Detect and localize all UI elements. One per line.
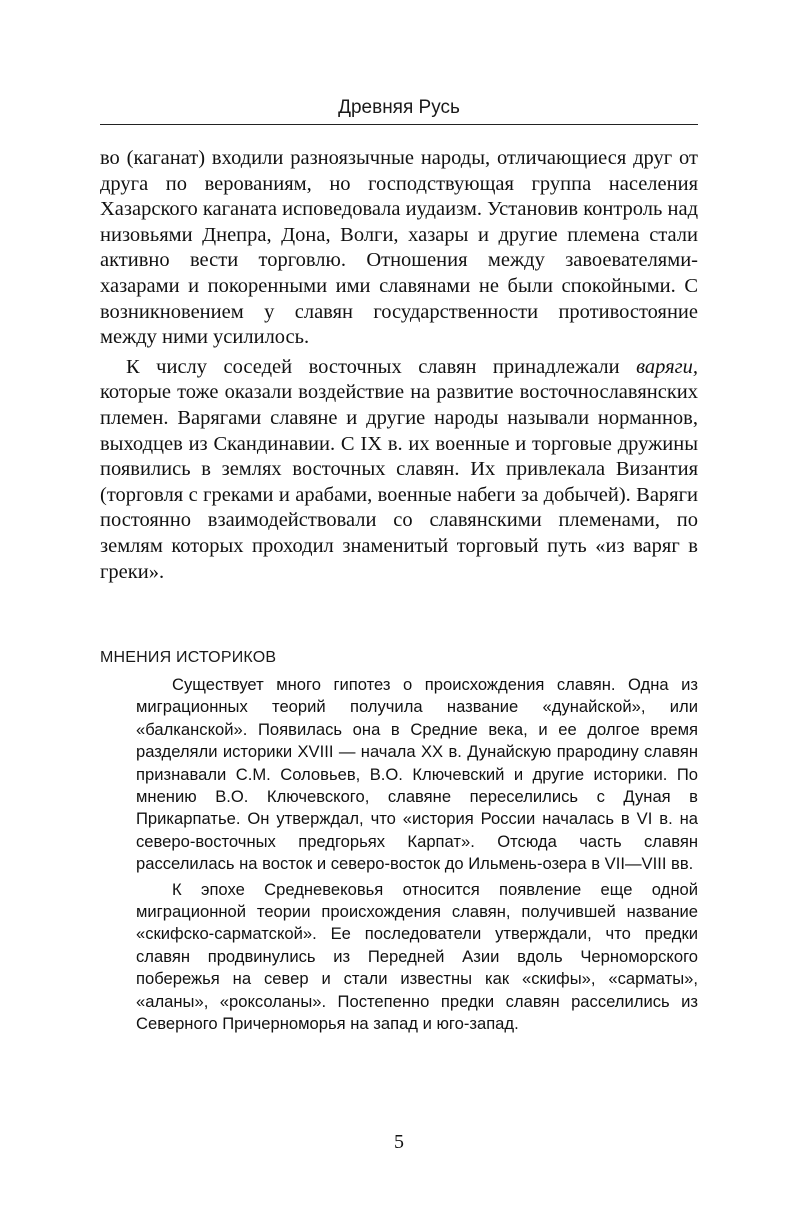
opinion-paragraph-1: Существует много гипотез о происхождения славян. Одна из миграционных теорий получила название «дунайской», или «балканской». Появилась она в Средние века, и ее долгое время разделяли историки XVIII — начала XX в. Дунайскую прародину славян признавали С.М. Соловьев, В.О. Ключевский и другие историки. По мнению В.О. Ключевского, славяне переселились с Дуная в Прикарпатье. Он утверждал, что «история России началась в VI в. на северо-восточных предгорьях Карпат». Отсюда часть славян расселилась на восток и северо-восток до Ильмень-озера в VII—VIII вв.	[136, 675, 698, 874]
running-header: Древняя Русь	[338, 97, 460, 118]
main-paragraph-2-rest: которые тоже оказали воздействие на развитие восточнославянских племен. Варягами славяне и другие народы называли норманнов, выходцев из Скандинавии. С IX в. их военные и торговые дружины появились в землях восточных славян. Их привлекала Византия (торговля с греками и арабами, военные набеги за добычей). Варяги постоянно взаимодействовали со славянскими племенами, по землям которых проходил знаменитый торговый путь «из варяг в греки».	[100, 381, 698, 583]
main-paragraph-1: во (каганат) входили разноязычные народы, отличающиеся друг от друга по верованиям, но господствующая группа населения Хазарского каганата исповедовала иудаизм. Установив контроль над низовьями Днепра, Дона, Волги, хазары и другие племена стали активно вести торговлю. Отношения между завоевателями-хазарами и покоренными ими славянами не были спокойными. С возникновением у славян государственности противостояние между ними усилилось.	[100, 147, 698, 349]
opinion-paragraph-2: К эпохе Средневековья относится появление еще одной миграционной теории происхождения славян, получившей название «скифско-сарматской». Ее последователи утверждали, что предки славян продвинулись из Передней Азии вдоль Черноморского побережья на север и стали известны как «скифы», «сарматы», «аланы», «роксоланы». Постепенно предки славян расселились из Северного Причерноморья на запад и юго-запад.	[136, 879, 698, 1034]
term-varyagi: варяги,	[636, 355, 698, 378]
header-rule	[100, 124, 698, 125]
historians-opinions	[136, 674, 698, 1036]
main-paragraph-2-start: К числу соседей восточных славян принадлежали	[126, 355, 637, 378]
section-heading: МНЕНИЯ ИСТОРИКОВ	[100, 649, 277, 666]
page-number: 5	[394, 1131, 404, 1153]
main-paragraph-2	[100, 355, 698, 585]
main-text	[100, 146, 698, 585]
